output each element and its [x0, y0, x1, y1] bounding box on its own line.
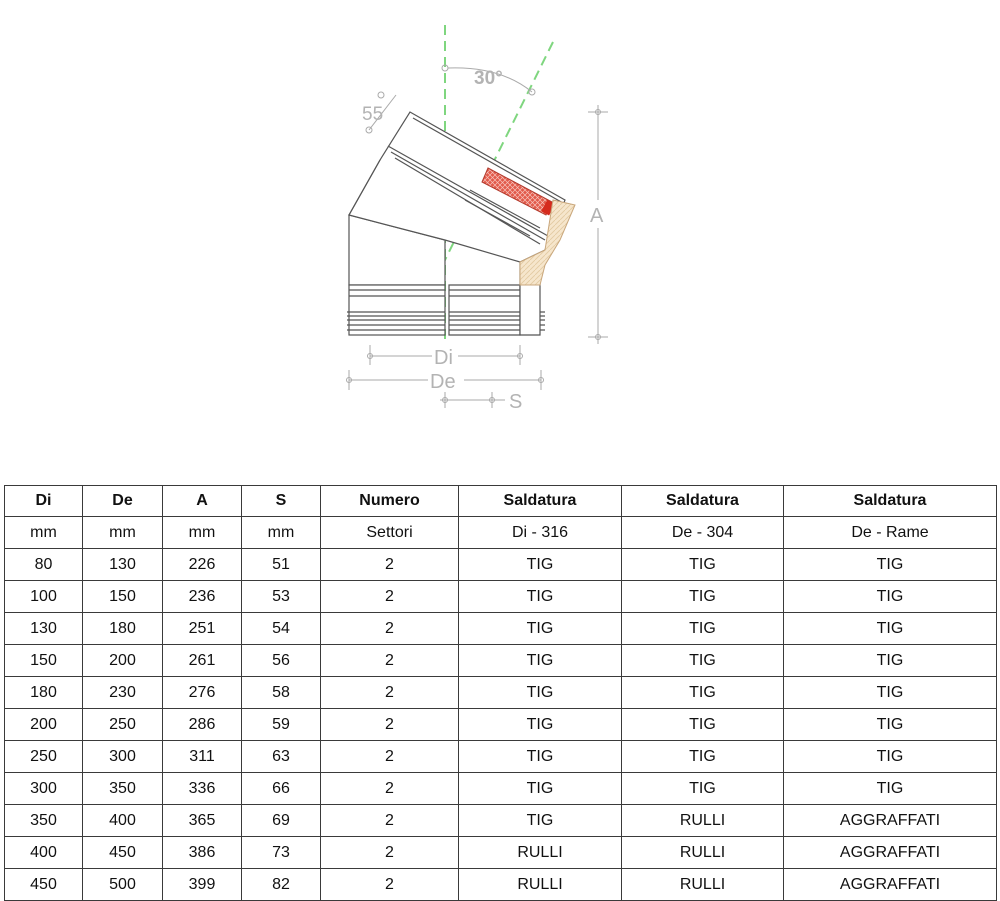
table-cell: TIG	[784, 773, 997, 805]
table-cell: TIG	[459, 773, 622, 805]
unit-cell: De - 304	[622, 517, 784, 549]
table-cell: TIG	[622, 709, 784, 741]
table-cell: 2	[321, 613, 459, 645]
table-cell: TIG	[784, 741, 997, 773]
angle-dimension	[442, 65, 535, 95]
table-cell: RULLI	[622, 869, 784, 901]
table-cell: 2	[321, 773, 459, 805]
table-cell: 54	[242, 613, 321, 645]
header-saldatura-di: Saldatura	[459, 486, 622, 517]
unit-cell: Di - 316	[459, 517, 622, 549]
table-cell: 350	[5, 805, 83, 837]
table-row	[5, 741, 997, 773]
table-cell: 73	[242, 837, 321, 869]
table-cell: 59	[242, 709, 321, 741]
table-cell: 300	[83, 741, 163, 773]
table-row	[5, 869, 997, 901]
height-label: A	[590, 205, 604, 227]
table-cell: 53	[242, 581, 321, 613]
header-di: Di	[5, 486, 83, 517]
table-cell: AGGRAFFATI	[784, 837, 997, 869]
table-cell: 51	[242, 549, 321, 581]
angle-label: 30°	[474, 68, 503, 89]
table-cell: AGGRAFFATI	[784, 805, 997, 837]
table-row	[5, 549, 997, 581]
unit-cell: mm	[242, 517, 321, 549]
seam-dimension	[362, 92, 396, 133]
table-cell: RULLI	[622, 837, 784, 869]
table-row	[5, 677, 997, 709]
outer-diameter-label: De	[430, 371, 456, 393]
offset-dimension	[440, 392, 505, 408]
table-cell: TIG	[622, 549, 784, 581]
table-cell: 130	[83, 549, 163, 581]
table-cell: 250	[83, 709, 163, 741]
table-cell: TIG	[784, 549, 997, 581]
table-cell: 450	[83, 837, 163, 869]
unit-cell: mm	[163, 517, 242, 549]
table-cell: TIG	[459, 709, 622, 741]
table-cell: 80	[5, 549, 83, 581]
table-cell: 2	[321, 837, 459, 869]
table-row	[5, 709, 997, 741]
table-cell: 150	[83, 581, 163, 613]
table-cell: 350	[83, 773, 163, 805]
table-cell: TIG	[459, 677, 622, 709]
table-cell: TIG	[622, 581, 784, 613]
table-cell: TIG	[784, 709, 997, 741]
table-cell: TIG	[784, 581, 997, 613]
table-cell: RULLI	[459, 869, 622, 901]
table-row	[5, 645, 997, 677]
table-cell: 251	[163, 613, 242, 645]
table-cell: 200	[5, 709, 83, 741]
table-cell: 400	[5, 837, 83, 869]
table-row	[5, 805, 997, 837]
table-cell: 311	[163, 741, 242, 773]
table-cell: 276	[163, 677, 242, 709]
header-s: S	[242, 486, 321, 517]
header-saldatura-rame: Saldatura	[784, 486, 997, 517]
table-cell: TIG	[622, 613, 784, 645]
table-cell: TIG	[622, 677, 784, 709]
table-cell: TIG	[784, 677, 997, 709]
table-cell: TIG	[784, 645, 997, 677]
table-cell: TIG	[622, 741, 784, 773]
table-row	[5, 613, 997, 645]
unit-cell: De - Rame	[784, 517, 997, 549]
table-cell: 400	[83, 805, 163, 837]
table-cell: 2	[321, 645, 459, 677]
table-cell: 386	[163, 837, 242, 869]
table-cell: TIG	[459, 805, 622, 837]
table-cell: 399	[163, 869, 242, 901]
table-cell: 365	[163, 805, 242, 837]
table-cell: RULLI	[622, 805, 784, 837]
table-cell: 300	[5, 773, 83, 805]
table-cell: 58	[242, 677, 321, 709]
table-cell: 180	[5, 677, 83, 709]
header-a: A	[163, 486, 242, 517]
inner-diameter-label: Di	[434, 347, 453, 369]
table-cell: 69	[242, 805, 321, 837]
seam-label: 55	[362, 104, 384, 125]
table-row	[5, 837, 997, 869]
table-cell: 66	[242, 773, 321, 805]
table-cell: 82	[242, 869, 321, 901]
unit-cell: Settori	[321, 517, 459, 549]
table-cell: 150	[5, 645, 83, 677]
table-cell: 180	[83, 613, 163, 645]
table-cell: 100	[5, 581, 83, 613]
table-cell: RULLI	[459, 837, 622, 869]
unit-cell: mm	[83, 517, 163, 549]
table-cell: 2	[321, 581, 459, 613]
table-cell: TIG	[459, 741, 622, 773]
table-cell: TIG	[459, 581, 622, 613]
table-cell: 236	[163, 581, 242, 613]
table-cell: TIG	[459, 645, 622, 677]
table-row	[5, 773, 997, 805]
table-cell: 226	[163, 549, 242, 581]
table-cell: 286	[163, 709, 242, 741]
unit-cell: mm	[5, 517, 83, 549]
table-row	[5, 581, 997, 613]
table-cell: AGGRAFFATI	[784, 869, 997, 901]
table-cell: 2	[321, 709, 459, 741]
table-cell: 2	[321, 741, 459, 773]
table-cell: 2	[321, 677, 459, 709]
table-cell: TIG	[622, 773, 784, 805]
table-cell: 450	[5, 869, 83, 901]
table-cell: 56	[242, 645, 321, 677]
table-units-row	[5, 517, 997, 549]
table-cell: 2	[321, 869, 459, 901]
table-cell: 130	[5, 613, 83, 645]
table-header-row	[5, 486, 997, 517]
offset-label: S	[509, 391, 523, 413]
table-cell: 200	[83, 645, 163, 677]
table-cell: 500	[83, 869, 163, 901]
table-cell: 2	[321, 549, 459, 581]
table-cell: TIG	[784, 613, 997, 645]
table-cell: 63	[242, 741, 321, 773]
table-cell: 2	[321, 805, 459, 837]
header-numero: Numero	[321, 486, 459, 517]
table-cell: TIG	[622, 645, 784, 677]
specification-table	[4, 485, 997, 901]
table-cell: TIG	[459, 613, 622, 645]
table-cell: 250	[5, 741, 83, 773]
header-de: De	[83, 486, 163, 517]
table-cell: 230	[83, 677, 163, 709]
header-saldatura-de: Saldatura	[622, 486, 784, 517]
table-cell: TIG	[459, 549, 622, 581]
table-cell: 336	[163, 773, 242, 805]
table-cell: 261	[163, 645, 242, 677]
